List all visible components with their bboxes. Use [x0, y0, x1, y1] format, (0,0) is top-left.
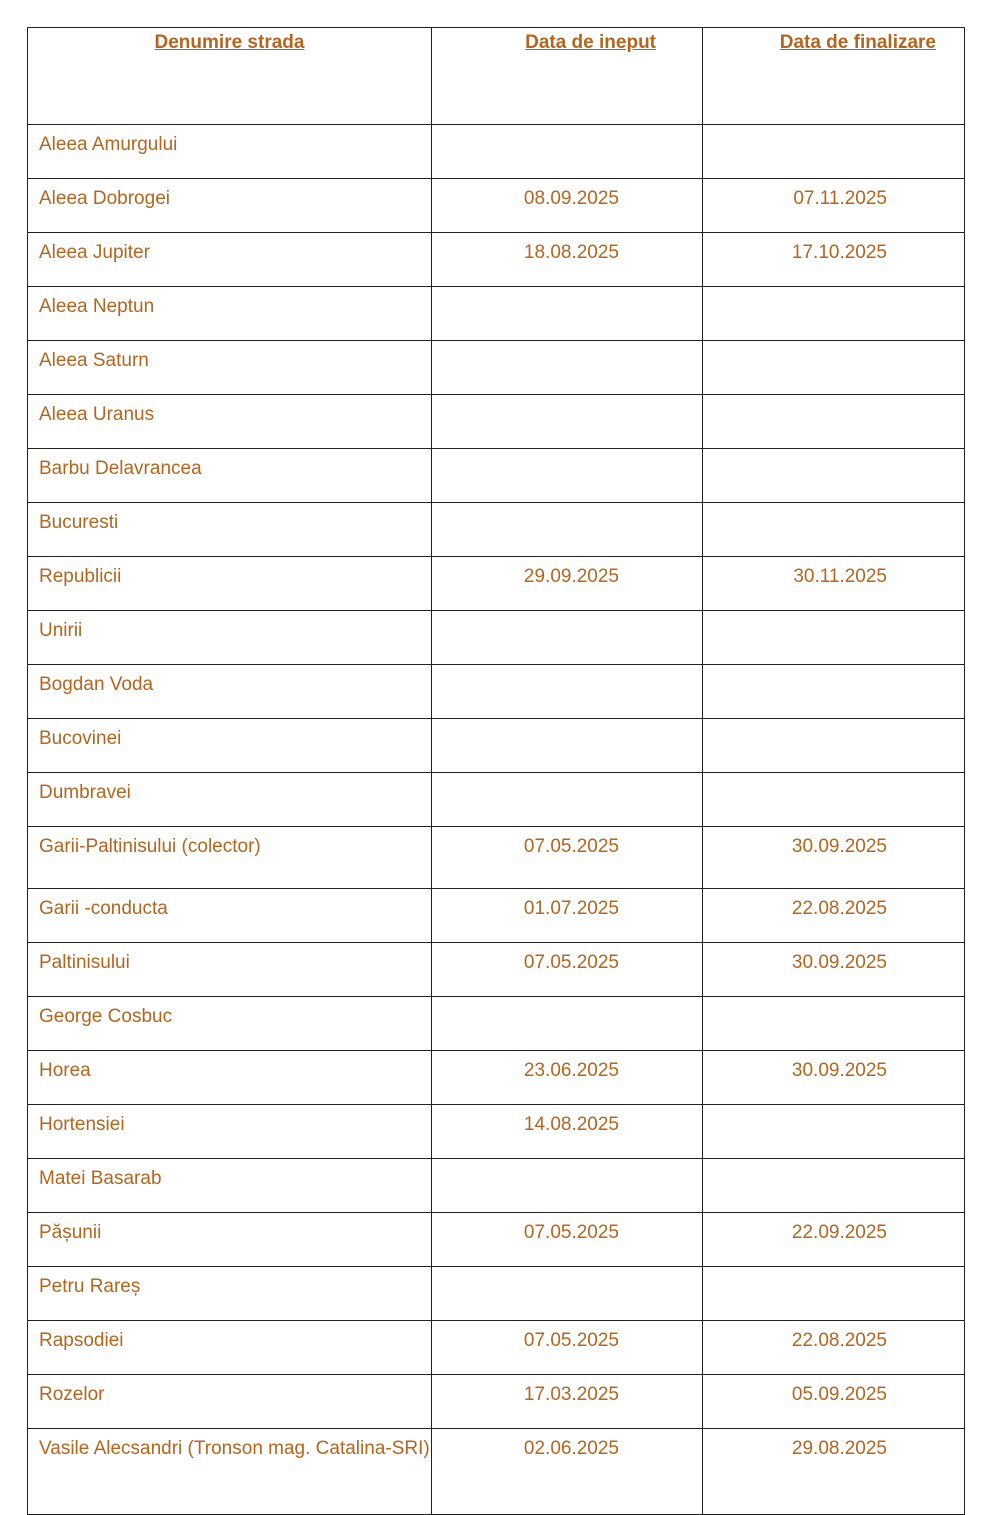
table-row: [28, 179, 965, 233]
header-street-name: Denumire strada: [28, 28, 432, 125]
start-date-cell: [432, 611, 703, 665]
table-row: [28, 1051, 965, 1105]
street-name-cell: Rapsodiei: [28, 1321, 432, 1375]
street-name-cell: Horea: [28, 1051, 432, 1105]
table-row: [28, 1105, 965, 1159]
street-name-cell: Dumbravei: [28, 773, 432, 827]
table-row: [28, 449, 965, 503]
table-row: [28, 719, 965, 773]
start-date-cell: [432, 503, 703, 557]
start-date-cell: [432, 1267, 703, 1321]
table-row: [28, 827, 965, 889]
start-date-cell: 17.03.2025: [432, 1375, 703, 1429]
street-name-cell: Rozelor: [28, 1375, 432, 1429]
table-row: [28, 125, 965, 179]
start-date-cell: 07.05.2025: [432, 1213, 703, 1267]
table-row: [28, 233, 965, 287]
start-date-cell: [432, 125, 703, 179]
start-date-cell: 07.05.2025: [432, 827, 703, 889]
end-date-cell: 30.09.2025: [703, 1051, 965, 1105]
street-name-cell: Aleea Neptun: [28, 287, 432, 341]
end-date-cell: 30.09.2025: [703, 827, 965, 889]
start-date-cell: [432, 395, 703, 449]
start-date-cell: 07.05.2025: [432, 1321, 703, 1375]
end-date-cell: 17.10.2025: [703, 233, 965, 287]
start-date-cell: 02.06.2025: [432, 1429, 703, 1515]
street-name-cell: Aleea Amurgului: [28, 125, 432, 179]
street-name-cell: Republicii: [28, 557, 432, 611]
street-name-cell: Matei Basarab: [28, 1159, 432, 1213]
table-row: [28, 889, 965, 943]
end-date-cell: [703, 395, 965, 449]
table-row: [28, 1159, 965, 1213]
table-row: [28, 997, 965, 1051]
header-start-date: Data de ineput: [432, 28, 703, 125]
table-body: [28, 125, 965, 1515]
street-name-cell: Barbu Delavrancea: [28, 449, 432, 503]
end-date-cell: 30.09.2025: [703, 943, 965, 997]
table-row: [28, 1321, 965, 1375]
table-row: [28, 943, 965, 997]
table-row: [28, 1213, 965, 1267]
street-schedule-table: [27, 27, 965, 1515]
street-name-cell: Bogdan Voda: [28, 665, 432, 719]
end-date-cell: [703, 287, 965, 341]
street-name-cell: Unirii: [28, 611, 432, 665]
start-date-cell: 29.09.2025: [432, 557, 703, 611]
end-date-cell: [703, 665, 965, 719]
table-row: [28, 665, 965, 719]
table-row: [28, 1267, 965, 1321]
street-name-cell: Bucovinei: [28, 719, 432, 773]
start-date-cell: 18.08.2025: [432, 233, 703, 287]
street-name-cell: Petru Rareș: [28, 1267, 432, 1321]
start-date-cell: [432, 341, 703, 395]
end-date-cell: 29.08.2025: [703, 1429, 965, 1515]
street-name-cell: Hortensiei: [28, 1105, 432, 1159]
end-date-cell: [703, 773, 965, 827]
start-date-cell: 14.08.2025: [432, 1105, 703, 1159]
start-date-cell: 07.05.2025: [432, 943, 703, 997]
end-date-cell: [703, 997, 965, 1051]
start-date-cell: 01.07.2025: [432, 889, 703, 943]
end-date-cell: 05.09.2025: [703, 1375, 965, 1429]
end-date-cell: [703, 1159, 965, 1213]
end-date-cell: [703, 1267, 965, 1321]
end-date-cell: 22.09.2025: [703, 1213, 965, 1267]
start-date-cell: 08.09.2025: [432, 179, 703, 233]
street-name-cell: Aleea Jupiter: [28, 233, 432, 287]
table-row: [28, 341, 965, 395]
street-name-cell: Paltinisului: [28, 943, 432, 997]
end-date-cell: 22.08.2025: [703, 1321, 965, 1375]
street-name-cell: Garii-Paltinisului (colector): [28, 827, 432, 889]
end-date-cell: 07.11.2025: [703, 179, 965, 233]
street-name-cell: George Cosbuc: [28, 997, 432, 1051]
table-row: [28, 1429, 965, 1515]
start-date-cell: [432, 287, 703, 341]
end-date-cell: [703, 341, 965, 395]
table-row: [28, 773, 965, 827]
street-name-cell: Aleea Dobrogei: [28, 179, 432, 233]
table-row: [28, 287, 965, 341]
end-date-cell: [703, 719, 965, 773]
end-date-cell: [703, 611, 965, 665]
start-date-cell: [432, 773, 703, 827]
start-date-cell: [432, 1159, 703, 1213]
street-name-cell: Aleea Saturn: [28, 341, 432, 395]
street-name-cell: Vasile Alecsandri (Tronson mag. Catalina-SRI): [28, 1429, 432, 1515]
table-row: [28, 1375, 965, 1429]
end-date-cell: [703, 125, 965, 179]
street-name-cell: Garii -conducta: [28, 889, 432, 943]
street-name-cell: Pășunii: [28, 1213, 432, 1267]
end-date-cell: 22.08.2025: [703, 889, 965, 943]
end-date-cell: [703, 449, 965, 503]
header-end-date: Data de finalizare: [703, 28, 965, 125]
end-date-cell: [703, 503, 965, 557]
table-row: [28, 395, 965, 449]
table-row: [28, 503, 965, 557]
start-date-cell: 23.06.2025: [432, 1051, 703, 1105]
end-date-cell: 30.11.2025: [703, 557, 965, 611]
street-name-cell: Bucuresti: [28, 503, 432, 557]
header-row: [28, 28, 965, 125]
start-date-cell: [432, 997, 703, 1051]
start-date-cell: [432, 719, 703, 773]
end-date-cell: [703, 1105, 965, 1159]
start-date-cell: [432, 449, 703, 503]
street-name-cell: Aleea Uranus: [28, 395, 432, 449]
table-row: [28, 611, 965, 665]
start-date-cell: [432, 665, 703, 719]
table-row: [28, 557, 965, 611]
